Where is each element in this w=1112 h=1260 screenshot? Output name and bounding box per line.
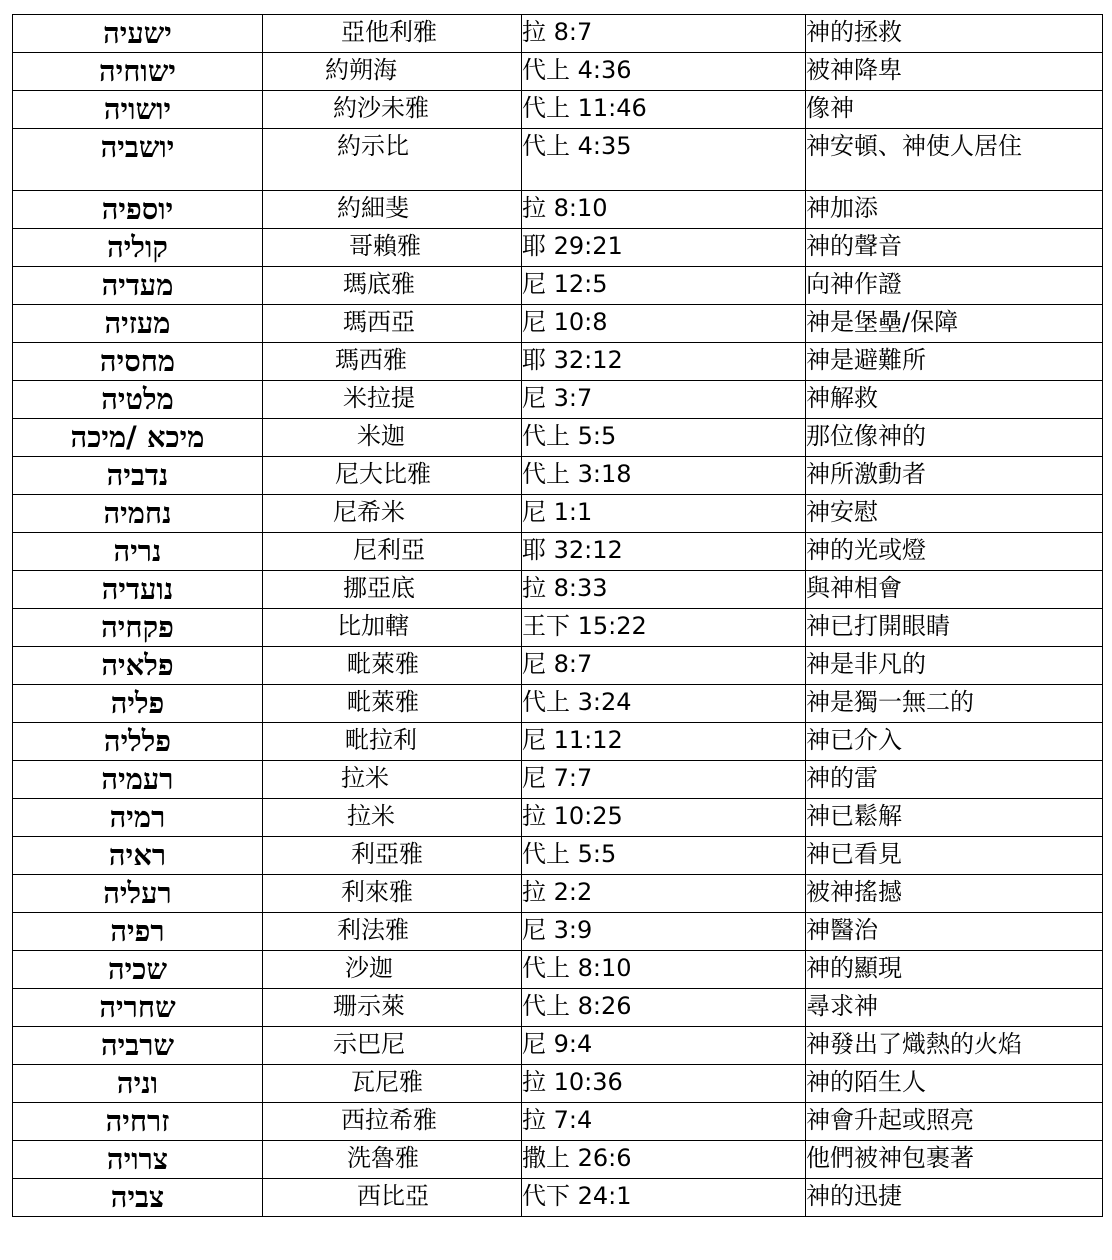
table-row bbox=[13, 723, 1103, 761]
meaning-cell: 神已打開眼睛 bbox=[806, 609, 1103, 647]
hebrew-name-cell: שכיה bbox=[13, 951, 263, 989]
hebrew-name-cell: פלאיה bbox=[13, 647, 263, 685]
table-row bbox=[13, 1141, 1103, 1179]
meaning-cell: 神已鬆解 bbox=[806, 799, 1103, 837]
scripture-reference-cell: 尼 12:5 bbox=[522, 267, 806, 305]
hebrew-name-cell: מעזיה bbox=[13, 305, 263, 343]
scripture-reference-cell: 拉 7:4 bbox=[522, 1103, 806, 1141]
meaning-cell: 神加添 bbox=[806, 191, 1103, 229]
chinese-name-cell: 尼大比雅 bbox=[263, 457, 522, 495]
scripture-reference-cell: 尼 7:7 bbox=[522, 761, 806, 799]
chinese-name-cell: 西比亞 bbox=[263, 1179, 522, 1217]
scripture-reference-cell: 耶 32:12 bbox=[522, 343, 806, 381]
hebrew-name-cell: יושביה bbox=[13, 129, 263, 191]
chinese-name-cell: 瓦尼雅 bbox=[263, 1065, 522, 1103]
names-table-body bbox=[13, 15, 1103, 1217]
table-row bbox=[13, 685, 1103, 723]
chinese-name-cell: 西拉希雅 bbox=[263, 1103, 522, 1141]
hebrew-name-cell: צרויה bbox=[13, 1141, 263, 1179]
scripture-reference-cell: 尼 11:12 bbox=[522, 723, 806, 761]
names-table bbox=[12, 14, 1103, 1217]
hebrew-name-cell: ראיה bbox=[13, 837, 263, 875]
scripture-reference-cell: 代上 8:26 bbox=[522, 989, 806, 1027]
scripture-reference-cell: 代下 24:1 bbox=[522, 1179, 806, 1217]
scripture-reference-cell: 拉 10:36 bbox=[522, 1065, 806, 1103]
scripture-reference-cell: 拉 8:7 bbox=[522, 15, 806, 53]
meaning-cell: 神是非凡的 bbox=[806, 647, 1103, 685]
table-row bbox=[13, 761, 1103, 799]
scripture-reference-cell: 代上 5:5 bbox=[522, 419, 806, 457]
scripture-reference-cell: 代上 5:5 bbox=[522, 837, 806, 875]
table-row bbox=[13, 53, 1103, 91]
meaning-cell: 神的拯救 bbox=[806, 15, 1103, 53]
scripture-reference-cell: 尼 3:7 bbox=[522, 381, 806, 419]
scripture-reference-cell: 耶 32:12 bbox=[522, 533, 806, 571]
scripture-reference-cell: 撒上 26:6 bbox=[522, 1141, 806, 1179]
meaning-cell: 神已看見 bbox=[806, 837, 1103, 875]
scripture-reference-cell: 尼 8:7 bbox=[522, 647, 806, 685]
chinese-name-cell: 瑪底雅 bbox=[263, 267, 522, 305]
meaning-cell: 神是堡壘/保障 bbox=[806, 305, 1103, 343]
chinese-name-cell: 約示比 bbox=[263, 129, 522, 191]
scripture-reference-cell: 拉 10:25 bbox=[522, 799, 806, 837]
hebrew-name-cell: רעמיה bbox=[13, 761, 263, 799]
table-row bbox=[13, 875, 1103, 913]
chinese-name-cell: 瑪西雅 bbox=[263, 343, 522, 381]
scripture-reference-cell: 代上 3:24 bbox=[522, 685, 806, 723]
hebrew-name-cell: נריה bbox=[13, 533, 263, 571]
meaning-cell: 神安頓、神使人居住 bbox=[806, 129, 1103, 191]
table-row bbox=[13, 1065, 1103, 1103]
hebrew-name-cell: מעדיה bbox=[13, 267, 263, 305]
hebrew-name-cell: זרחיה bbox=[13, 1103, 263, 1141]
table-row bbox=[13, 419, 1103, 457]
hebrew-name-cell: ישוחיה bbox=[13, 53, 263, 91]
chinese-name-cell: 米拉提 bbox=[263, 381, 522, 419]
meaning-cell: 神醫治 bbox=[806, 913, 1103, 951]
meaning-cell: 尋求神 bbox=[806, 989, 1103, 1027]
hebrew-name-cell: יוספיה bbox=[13, 191, 263, 229]
hebrew-name-cell: שרביה bbox=[13, 1027, 263, 1065]
scripture-reference-cell: 拉 2:2 bbox=[522, 875, 806, 913]
scripture-reference-cell: 代上 4:36 bbox=[522, 53, 806, 91]
table-row bbox=[13, 191, 1103, 229]
table-row bbox=[13, 229, 1103, 267]
hebrew-name-cell: פקחיה bbox=[13, 609, 263, 647]
chinese-name-cell: 示巴尼 bbox=[263, 1027, 522, 1065]
meaning-cell: 神的光或燈 bbox=[806, 533, 1103, 571]
chinese-name-cell: 利法雅 bbox=[263, 913, 522, 951]
hebrew-name-cell: וניה bbox=[13, 1065, 263, 1103]
hebrew-name-cell: ישעיה bbox=[13, 15, 263, 53]
table-row bbox=[13, 799, 1103, 837]
scripture-reference-cell: 耶 29:21 bbox=[522, 229, 806, 267]
chinese-name-cell: 亞他利雅 bbox=[263, 15, 522, 53]
hebrew-name-cell: פלליה bbox=[13, 723, 263, 761]
chinese-name-cell: 比加轄 bbox=[263, 609, 522, 647]
chinese-name-cell: 瑪西亞 bbox=[263, 305, 522, 343]
meaning-cell: 神的迅捷 bbox=[806, 1179, 1103, 1217]
table-row bbox=[13, 571, 1103, 609]
chinese-name-cell: 洗魯雅 bbox=[263, 1141, 522, 1179]
meaning-cell: 神是獨一無二的 bbox=[806, 685, 1103, 723]
table-row bbox=[13, 495, 1103, 533]
meaning-cell: 神發出了熾熱的火焰 bbox=[806, 1027, 1103, 1065]
scripture-reference-cell: 代上 4:35 bbox=[522, 129, 806, 191]
meaning-cell: 神的顯現 bbox=[806, 951, 1103, 989]
chinese-name-cell: 毗萊雅 bbox=[263, 647, 522, 685]
table-row bbox=[13, 381, 1103, 419]
meaning-cell: 神的陌生人 bbox=[806, 1065, 1103, 1103]
hebrew-name-cell: מיכא /מיכה bbox=[13, 419, 263, 457]
meaning-cell: 像神 bbox=[806, 91, 1103, 129]
chinese-name-cell: 拉米 bbox=[263, 761, 522, 799]
table-row bbox=[13, 343, 1103, 381]
table-row bbox=[13, 609, 1103, 647]
chinese-name-cell: 利來雅 bbox=[263, 875, 522, 913]
table-row bbox=[13, 305, 1103, 343]
scripture-reference-cell: 尼 1:1 bbox=[522, 495, 806, 533]
hebrew-name-cell: צביה bbox=[13, 1179, 263, 1217]
table-row bbox=[13, 91, 1103, 129]
meaning-cell: 神的雷 bbox=[806, 761, 1103, 799]
meaning-cell: 神已介入 bbox=[806, 723, 1103, 761]
hebrew-name-cell: שחריה bbox=[13, 989, 263, 1027]
chinese-name-cell: 拉米 bbox=[263, 799, 522, 837]
hebrew-name-cell: קוליה bbox=[13, 229, 263, 267]
scripture-reference-cell: 王下 15:22 bbox=[522, 609, 806, 647]
chinese-name-cell: 珊示萊 bbox=[263, 989, 522, 1027]
scripture-reference-cell: 尼 3:9 bbox=[522, 913, 806, 951]
table-row bbox=[13, 647, 1103, 685]
table-row bbox=[13, 913, 1103, 951]
hebrew-name-cell: רמיה bbox=[13, 799, 263, 837]
table-row bbox=[13, 989, 1103, 1027]
meaning-cell: 與神相會 bbox=[806, 571, 1103, 609]
table-row bbox=[13, 533, 1103, 571]
chinese-name-cell: 米迦 bbox=[263, 419, 522, 457]
meaning-cell: 神安慰 bbox=[806, 495, 1103, 533]
chinese-name-cell: 哥賴雅 bbox=[263, 229, 522, 267]
table-row bbox=[13, 129, 1103, 191]
hebrew-name-cell: רעליה bbox=[13, 875, 263, 913]
chinese-name-cell: 約朔海 bbox=[263, 53, 522, 91]
table-row bbox=[13, 837, 1103, 875]
table-row bbox=[13, 1179, 1103, 1217]
scripture-reference-cell: 代上 3:18 bbox=[522, 457, 806, 495]
scripture-reference-cell: 代上 8:10 bbox=[522, 951, 806, 989]
meaning-cell: 神所激動者 bbox=[806, 457, 1103, 495]
chinese-name-cell: 利亞雅 bbox=[263, 837, 522, 875]
chinese-name-cell: 尼希米 bbox=[263, 495, 522, 533]
meaning-cell: 被神降卑 bbox=[806, 53, 1103, 91]
chinese-name-cell: 尼利亞 bbox=[263, 533, 522, 571]
scripture-reference-cell: 拉 8:33 bbox=[522, 571, 806, 609]
hebrew-name-cell: מלטיה bbox=[13, 381, 263, 419]
scripture-reference-cell: 尼 10:8 bbox=[522, 305, 806, 343]
meaning-cell: 那位像神的 bbox=[806, 419, 1103, 457]
chinese-name-cell: 毗拉利 bbox=[263, 723, 522, 761]
meaning-cell: 向神作證 bbox=[806, 267, 1103, 305]
meaning-cell: 神的聲音 bbox=[806, 229, 1103, 267]
chinese-name-cell: 約細斐 bbox=[263, 191, 522, 229]
hebrew-name-cell: פליה bbox=[13, 685, 263, 723]
meaning-cell: 神會升起或照亮 bbox=[806, 1103, 1103, 1141]
scripture-reference-cell: 代上 11:46 bbox=[522, 91, 806, 129]
table-row bbox=[13, 951, 1103, 989]
chinese-name-cell: 沙迦 bbox=[263, 951, 522, 989]
table-row bbox=[13, 457, 1103, 495]
hebrew-name-cell: רפיה bbox=[13, 913, 263, 951]
table-row bbox=[13, 267, 1103, 305]
chinese-name-cell: 毗萊雅 bbox=[263, 685, 522, 723]
table-row bbox=[13, 15, 1103, 53]
meaning-cell: 他們被神包裹著 bbox=[806, 1141, 1103, 1179]
chinese-name-cell: 約沙未雅 bbox=[263, 91, 522, 129]
table-row bbox=[13, 1027, 1103, 1065]
hebrew-name-cell: נדביה bbox=[13, 457, 263, 495]
meaning-cell: 神解救 bbox=[806, 381, 1103, 419]
meaning-cell: 被神搖撼 bbox=[806, 875, 1103, 913]
hebrew-name-cell: יושויה bbox=[13, 91, 263, 129]
scripture-reference-cell: 拉 8:10 bbox=[522, 191, 806, 229]
hebrew-name-cell: נועדיה bbox=[13, 571, 263, 609]
scripture-reference-cell: 尼 9:4 bbox=[522, 1027, 806, 1065]
table-row bbox=[13, 1103, 1103, 1141]
chinese-name-cell: 挪亞底 bbox=[263, 571, 522, 609]
hebrew-name-cell: נחמיה bbox=[13, 495, 263, 533]
hebrew-name-cell: מחסיה bbox=[13, 343, 263, 381]
meaning-cell: 神是避難所 bbox=[806, 343, 1103, 381]
